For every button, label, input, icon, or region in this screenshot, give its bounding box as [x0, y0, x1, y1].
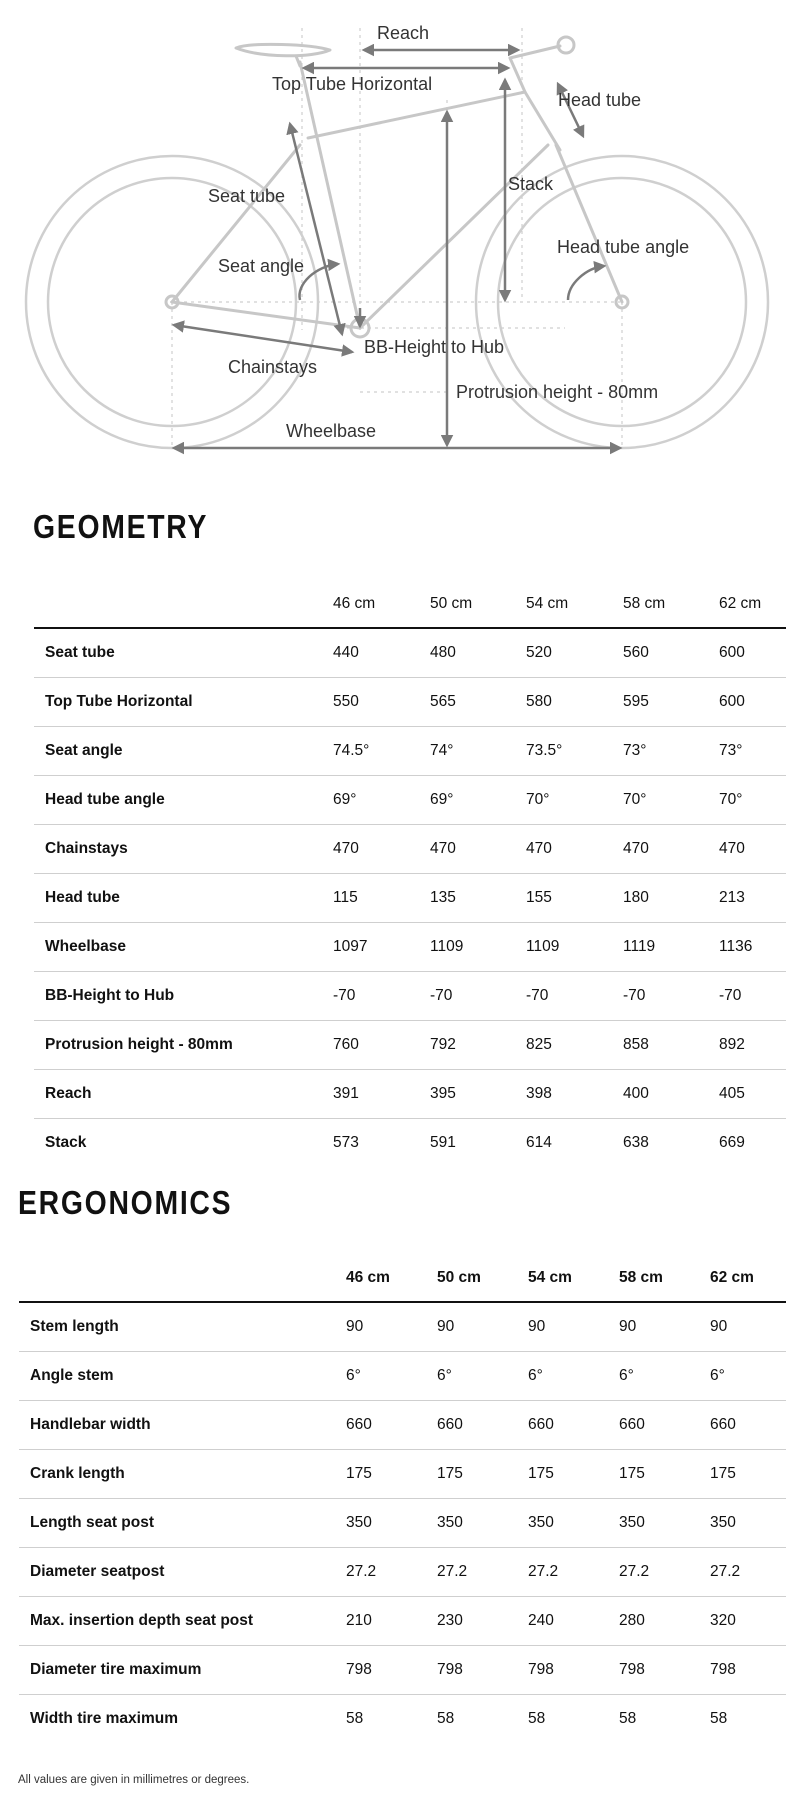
ergonomics-size-col: 58 cm [619, 1254, 710, 1302]
value-cell: -70 [623, 972, 719, 1021]
value-cell: 115 [333, 874, 430, 923]
value-cell: 350 [710, 1499, 786, 1548]
ergonomics-size-col: 54 cm [528, 1254, 619, 1302]
value-cell: 74.5° [333, 727, 430, 776]
row-label: Diameter seatpost [19, 1548, 346, 1597]
value-cell: 565 [430, 678, 526, 727]
value-cell: 240 [528, 1597, 619, 1646]
value-cell: 792 [430, 1021, 526, 1070]
value-cell: 58 [437, 1710, 455, 1727]
ergonomics-row [19, 1352, 786, 1401]
value-cell: 660 [346, 1401, 437, 1450]
value-cell: 155 [526, 874, 623, 923]
geometry-row [34, 628, 786, 678]
ergonomics-size-col: 50 cm [437, 1254, 528, 1302]
row-label: Diameter tire maximum [19, 1646, 346, 1695]
value-cell: 470 [430, 825, 526, 874]
row-label: Wheelbase [34, 923, 333, 972]
value-cell: 74° [430, 727, 526, 776]
value-cell: 1097 [333, 923, 430, 972]
value-cell: 660 [619, 1401, 710, 1450]
value-cell: 90 [710, 1302, 786, 1352]
value-cell: 560 [623, 628, 719, 678]
value-cell: 175 [437, 1450, 528, 1499]
value-cell: 391 [333, 1070, 430, 1119]
value-cell: 350 [346, 1499, 437, 1548]
value-cell: 1119 [623, 923, 719, 972]
value-cell: 6° [346, 1352, 437, 1401]
value-cell: 175 [710, 1450, 786, 1499]
value-cell: 175 [619, 1450, 710, 1499]
geometry-heading: GEOMETRY [33, 508, 209, 545]
ergonomics-header-blank [19, 1254, 346, 1302]
row-label: Max. insertion depth seat post [19, 1597, 346, 1646]
geometry-size-col: 54 cm [526, 580, 623, 628]
value-cell: 470 [623, 825, 719, 874]
row-label: Stem length [19, 1302, 346, 1352]
value-cell: 470 [526, 825, 623, 874]
row-label: Top Tube Horizontal [34, 678, 333, 727]
value-cell: 58 [619, 1710, 637, 1727]
value-cell: -70 [526, 972, 623, 1021]
value-cell: 90 [437, 1302, 528, 1352]
value-cell: 470 [719, 825, 786, 874]
row-label: Head tube angle [34, 776, 333, 825]
value-cell: 669 [719, 1134, 745, 1151]
ergonomics-row [19, 1401, 786, 1450]
value-cell: 798 [528, 1646, 619, 1695]
geometry-row [34, 727, 786, 776]
value-cell: 210 [346, 1597, 437, 1646]
ergonomics-size-col: 46 cm [346, 1254, 437, 1302]
value-cell: 798 [346, 1646, 437, 1695]
label-chainstays: Chainstays [228, 357, 318, 377]
value-cell: 180 [623, 874, 719, 923]
value-cell: 69° [430, 776, 526, 825]
geometry-row [34, 874, 786, 923]
value-cell: 798 [437, 1646, 528, 1695]
value-cell: 6° [437, 1352, 528, 1401]
value-cell: 892 [719, 1021, 786, 1070]
ergonomics-row [19, 1450, 786, 1499]
value-cell: 230 [437, 1597, 528, 1646]
geometry-row [34, 776, 786, 825]
ergonomics-row [19, 1597, 786, 1646]
value-cell: 320 [710, 1597, 786, 1646]
label-bb-height-to-hub: BB-Height to Hub [364, 337, 505, 357]
value-cell: 825 [526, 1021, 623, 1070]
row-label: Width tire maximum [30, 1710, 178, 1727]
label-reach: Reach [377, 23, 430, 43]
row-label: Protrusion height - 80mm [34, 1021, 333, 1070]
value-cell: -70 [333, 972, 430, 1021]
value-cell: 27.2 [437, 1548, 528, 1597]
ergonomics-row [19, 1646, 786, 1695]
value-cell: 1109 [526, 923, 623, 972]
value-cell: 798 [710, 1646, 786, 1695]
value-cell: 550 [333, 678, 430, 727]
value-cell: 591 [430, 1134, 456, 1151]
value-cell: 58 [346, 1710, 364, 1727]
value-cell: 58 [710, 1710, 728, 1727]
geometry-row [34, 972, 786, 1021]
row-label: Head tube [34, 874, 333, 923]
row-label: Reach [34, 1070, 333, 1119]
geometry-size-col: 46 cm [333, 580, 430, 628]
ergonomics-table [19, 1254, 786, 1743]
value-cell: 573 [333, 1134, 359, 1151]
value-cell: 600 [719, 678, 786, 727]
value-cell: 798 [619, 1646, 710, 1695]
ergonomics-heading: ERGONOMICS [18, 1184, 233, 1221]
geometry-header-blank [34, 580, 333, 628]
value-cell: 1136 [719, 923, 786, 972]
value-cell: 858 [623, 1021, 719, 1070]
label-top-tube-horizontal: Top Tube Horizontal [272, 74, 433, 94]
value-cell: 73.5° [526, 727, 623, 776]
value-cell: 69° [333, 776, 430, 825]
value-cell: 27.2 [619, 1548, 710, 1597]
value-cell: 90 [619, 1302, 710, 1352]
value-cell: -70 [430, 972, 526, 1021]
units-footnote: All values are given in millimetres or degrees. [18, 1774, 250, 1786]
value-cell: 70° [719, 776, 786, 825]
value-cell: 175 [346, 1450, 437, 1499]
value-cell: -70 [719, 972, 786, 1021]
geometry-table [34, 580, 786, 1167]
value-cell: 760 [333, 1021, 430, 1070]
value-cell: 520 [526, 628, 623, 678]
value-cell: 175 [528, 1450, 619, 1499]
geometry-row [34, 923, 786, 972]
value-cell: 6° [528, 1352, 619, 1401]
geometry-size-col: 50 cm [430, 580, 526, 628]
value-cell: 660 [437, 1401, 528, 1450]
geometry-size-col: 58 cm [623, 580, 719, 628]
value-cell: 600 [719, 628, 786, 678]
value-cell: 280 [619, 1597, 710, 1646]
geometry-row [34, 1119, 786, 1168]
value-cell: 480 [430, 628, 526, 678]
row-label: Seat tube [34, 628, 333, 678]
value-cell: 350 [619, 1499, 710, 1548]
row-label: Angle stem [19, 1352, 346, 1401]
value-cell: 660 [528, 1401, 619, 1450]
row-label: Seat angle [34, 727, 333, 776]
ergonomics-row [19, 1302, 786, 1352]
value-cell: 638 [623, 1134, 649, 1151]
value-cell: 213 [719, 874, 786, 923]
row-label: Crank length [19, 1450, 346, 1499]
value-cell: 6° [710, 1352, 786, 1401]
row-label: Chainstays [34, 825, 333, 874]
value-cell: 660 [710, 1401, 786, 1450]
label-stack: Stack [508, 174, 554, 194]
value-cell: 27.2 [710, 1548, 786, 1597]
value-cell: 350 [437, 1499, 528, 1548]
label-wheelbase: Wheelbase [286, 421, 377, 441]
value-cell: 595 [623, 678, 719, 727]
label-head-tube-angle: Head tube angle [557, 237, 690, 257]
value-cell: 27.2 [528, 1548, 619, 1597]
value-cell: 405 [719, 1070, 786, 1119]
value-cell: 398 [526, 1070, 623, 1119]
geometry-header-row [34, 580, 786, 628]
geometry-row [34, 1021, 786, 1070]
value-cell: 580 [526, 678, 623, 727]
value-cell: 70° [526, 776, 623, 825]
ergonomics-row [19, 1499, 786, 1548]
value-cell: 614 [526, 1134, 552, 1151]
row-label: Stack [45, 1134, 87, 1151]
ergonomics-header-row [19, 1254, 786, 1302]
value-cell: 90 [528, 1302, 619, 1352]
row-label: BB-Height to Hub [34, 972, 333, 1021]
value-cell: 395 [430, 1070, 526, 1119]
label-protrusion-height: Protrusion height - 80mm [456, 382, 659, 402]
geometry-row [34, 825, 786, 874]
value-cell: 440 [333, 628, 430, 678]
value-cell: 350 [528, 1499, 619, 1548]
label-seat-angle: Seat angle [218, 256, 305, 276]
value-cell: 73° [719, 727, 786, 776]
value-cell: 470 [333, 825, 430, 874]
row-label: Handlebar width [19, 1401, 346, 1450]
ergonomics-row [19, 1695, 786, 1744]
geometry-row [34, 1070, 786, 1119]
row-label: Length seat post [19, 1499, 346, 1548]
value-cell: 58 [528, 1710, 546, 1727]
geometry-size-col: 62 cm [719, 580, 786, 628]
value-cell: 400 [623, 1070, 719, 1119]
label-seat-tube: Seat tube [208, 186, 286, 206]
label-head-tube: Head tube [558, 90, 642, 110]
bike-geometry-diagram [0, 0, 795, 470]
value-cell: 6° [619, 1352, 710, 1401]
ergonomics-row [19, 1548, 786, 1597]
value-cell: 90 [346, 1302, 437, 1352]
value-cell: 27.2 [346, 1548, 437, 1597]
geometry-row [34, 678, 786, 727]
value-cell: 135 [430, 874, 526, 923]
value-cell: 70° [623, 776, 719, 825]
value-cell: 73° [623, 727, 719, 776]
ergonomics-size-col: 62 cm [710, 1254, 786, 1302]
value-cell: 1109 [430, 923, 526, 972]
